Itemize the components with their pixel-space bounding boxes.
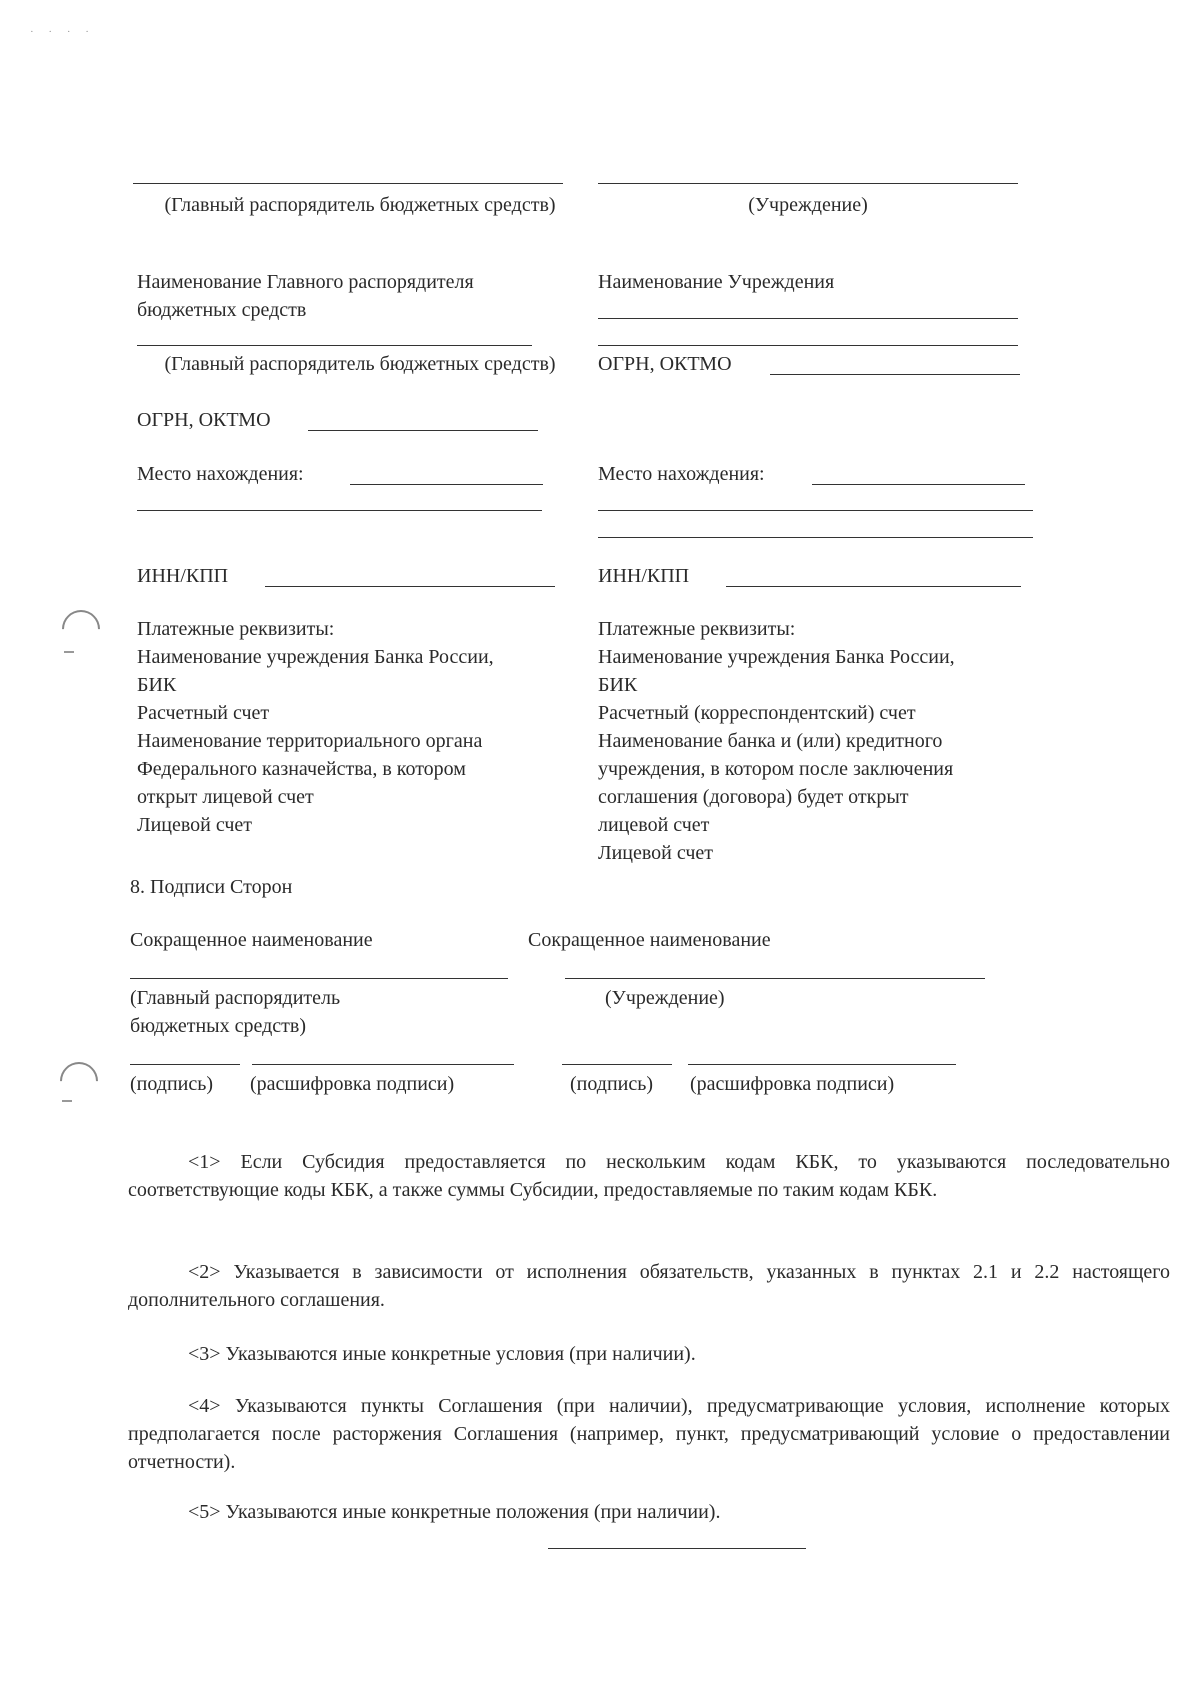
right-ogrn-line [770,374,1020,375]
right-name-line [598,318,1018,319]
section-title: 8. Подписи Сторон [130,876,293,898]
payment-line: открыт лицевой счет [137,786,314,808]
payment-line: Федерального казначейства, в котором [137,758,466,780]
footnote-3: <3> Указываются иные конкретные условия (при наличии). [188,1343,696,1365]
payment-line: учреждения, в котором после заключения [598,758,954,780]
right-sign-line [562,1064,672,1065]
left-decode-line [252,1064,514,1065]
right-short-name: Сокращенное наименование [528,929,771,951]
right-decode-line [688,1064,956,1065]
scan-artifact-dots: · · · · [30,26,95,38]
payment-line: Лицевой счет [137,814,253,836]
payment-line: БИК [598,674,638,696]
footnote-4: <4> Указываются пункты Соглашения (при наличии), предусматривающие условия, исполнение которых предполагается после расторжения Соглашения (например, пункт, предусматривающий условие о предоставлении отчетности). [128,1395,1170,1473]
punch-hole-icon [54,602,108,656]
right-payment-details [598,615,1058,867]
left-inn-label: ИНН/КПП [137,565,229,587]
payment-line: Наименование территориального органа [137,730,483,752]
footnote-2: <2> Указывается в зависимости от исполнения обязательств, указанных в пунктах 2.1 и 2.2 настоящего дополнительного соглашения. [128,1261,1170,1311]
payment-line: Платежные реквизиты: [598,618,796,640]
right-inn-label: ИНН/КПП [598,565,690,587]
footnote-1: <1> Если Субсидия предоставляется по нескольким кодам КБК, то указываются последовательно соответствующие коды КБК, а также суммы Субсидии, предоставляемые по таким кодам КБК. [128,1151,1170,1201]
right-location-label: Место нахождения: [598,463,765,485]
right-role-caption: (Учреждение) [748,194,868,216]
signature-line-left [133,183,563,184]
end-line [548,1548,806,1549]
right-decode-caption: (расшифровка подписи) [690,1073,895,1095]
payment-line: Расчетный (корреспондентский) счет [598,702,916,724]
payment-line: лицевой счет [598,814,710,836]
right-ogrn-label: ОГРН, ОКТМО [598,353,732,375]
right-location-line [812,484,1025,485]
payment-line: Наименование учреждения Банка России, [598,646,955,668]
left-ogrn-line [308,430,538,431]
left-name-label: Наименование Главного распорядителя бюджетных средств [137,271,474,321]
left-role-caption: (Главный распорядитель бюджетных средств) [164,194,556,216]
left-location-label: Место нахождения: [137,463,304,485]
right-location-line-3 [598,537,1033,538]
punch-hole-icon [52,1054,106,1108]
punch-hole-mark [64,651,74,653]
left-decode-caption: (расшифровка подписи) [250,1073,455,1095]
left-payment-details [137,615,587,839]
left-name-line [137,345,532,346]
right-name-line-2 [598,345,1018,346]
left-sign-caption: (подпись) [130,1073,214,1095]
right-sign-caption: (подпись) [570,1073,654,1095]
payment-line: соглашения (договора) будет открыт [598,786,909,808]
right-short-name-line [565,978,985,979]
punch-hole-mark [62,1100,72,1102]
left-ogrn-label: ОГРН, ОКТМО [137,409,271,431]
right-name-label: Наименование Учреждения [598,271,835,293]
left-short-name: Сокращенное наименование [130,929,373,951]
payment-line: Платежные реквизиты: [137,618,335,640]
right-sign-role: (Учреждение) [605,987,725,1009]
payment-line: БИК [137,674,177,696]
right-location-line-2 [598,510,1033,511]
left-location-line [350,484,543,485]
signature-line-right [598,183,1018,184]
payment-line: Лицевой счет [598,842,714,864]
left-sign-line [130,1064,240,1065]
payment-line: Расчетный счет [137,702,270,724]
left-role-caption-2: (Главный распорядитель бюджетных средств) [164,353,556,375]
left-sign-role: (Главный распорядитель бюджетных средств) [130,987,341,1037]
left-location-line-2 [137,510,542,511]
right-inn-line [726,586,1021,587]
footnote-5: <5> Указываются иные конкретные положения (при наличии). [188,1501,721,1523]
left-inn-line [265,586,555,587]
payment-line: Наименование банка и (или) кредитного [598,730,943,752]
left-short-name-line [130,978,508,979]
payment-line: Наименование учреждения Банка России, [137,646,494,668]
